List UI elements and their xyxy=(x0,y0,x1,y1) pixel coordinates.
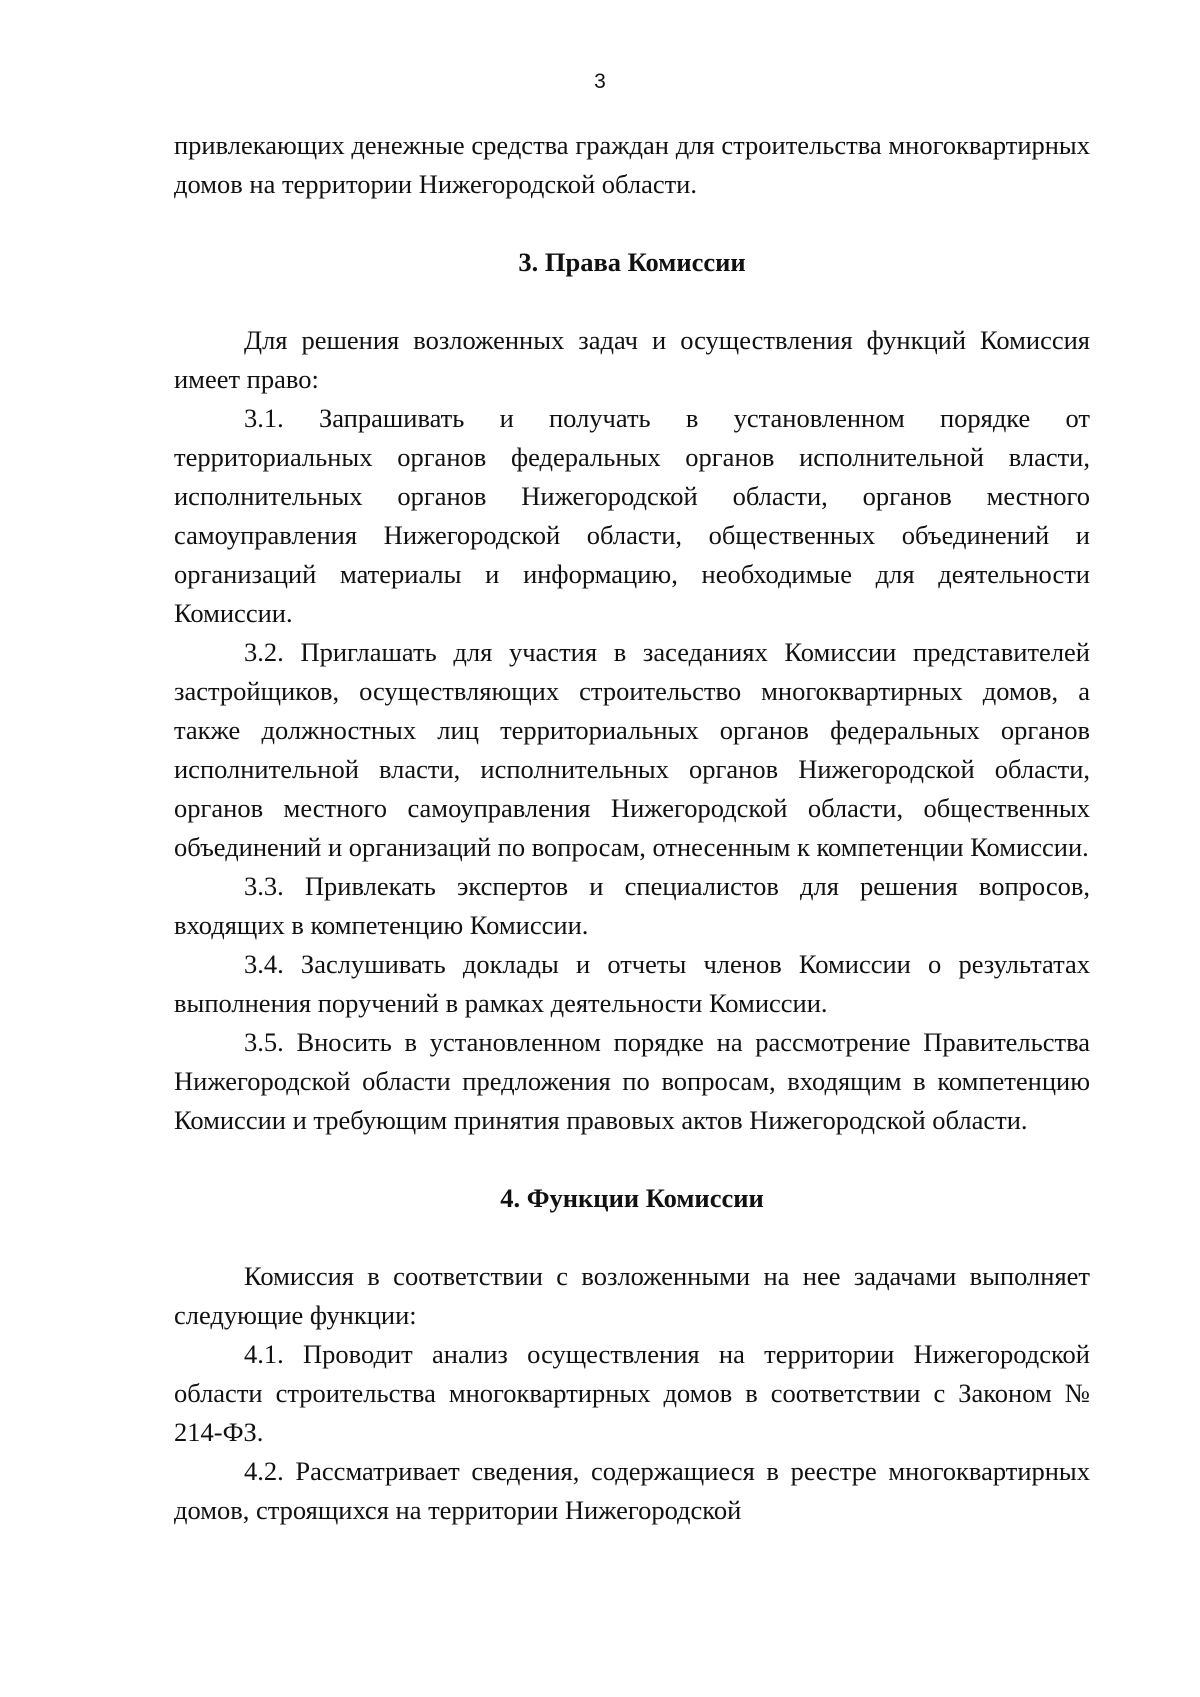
section-3-heading: 3. Права Комиссии xyxy=(518,247,746,277)
item-4-1: 4.1. Проводит анализ осуществления на территории Нижегородской области строительства многоквартирных домов в соответствии с Законом № 214-ФЗ. xyxy=(174,1339,1090,1447)
item-3-3: 3.3. Привлекать экспертов и специалистов для решения вопросов, входящих в компетенцию Комиссии. xyxy=(174,871,1090,940)
section-3-intro: Для решения возложенных задач и осуществления функций Комиссия имеет право: xyxy=(174,325,1090,394)
page-number: 3 xyxy=(594,70,606,93)
section-4-intro: Комиссия в соответствии с возложенными на нее задачами выполняет следующие функции: xyxy=(174,1261,1090,1330)
item-3-2: 3.2. Приглашать для участия в заседаниях Комиссии представителей застройщиков, осуществляющих строительство многоквартирных домов, а также должностных лиц территориальных органов федеральных органов исполнительной власти, исполнительных органов Нижегородской области, органов местного самоуправления Нижегородской области, общественных объединений и организаций по вопросам, отнесенным к компетенции Комиссии. xyxy=(174,637,1090,862)
item-4-2: 4.2. Рассматривает сведения, содержащиеся в реестре многоквартирных домов, строящихся на территории Нижегородской xyxy=(174,1456,1090,1525)
section-4-heading: 4. Функции Комиссии xyxy=(500,1183,764,1213)
item-3-1: 3.1. Запрашивать и получать в установленном порядке от территориальных органов федеральных органов исполнительной власти, исполнительных органов Нижегородской области, органов местного самоуправления Нижегородской области, общественных объединений и организаций материалы и информацию, необходимые для деятельности Комиссии. xyxy=(174,403,1090,628)
document-body xyxy=(174,126,1090,1530)
item-3-4: 3.4. Заслушивать доклады и отчеты членов Комиссии о результатах выполнения поручений в рамках деятельности Комиссии. xyxy=(174,949,1090,1018)
continuation-paragraph: привлекающих денежные средства граждан для строительства многоквартирных домов на территории Нижегородской области. xyxy=(174,130,1090,199)
item-3-5: 3.5. Вносить в установленном порядке на рассмотрение Правительства Нижегородской области предложения по вопросам, входящим в компетенцию Комиссии и требующим принятия правовых актов Нижегородской области. xyxy=(174,1027,1090,1135)
